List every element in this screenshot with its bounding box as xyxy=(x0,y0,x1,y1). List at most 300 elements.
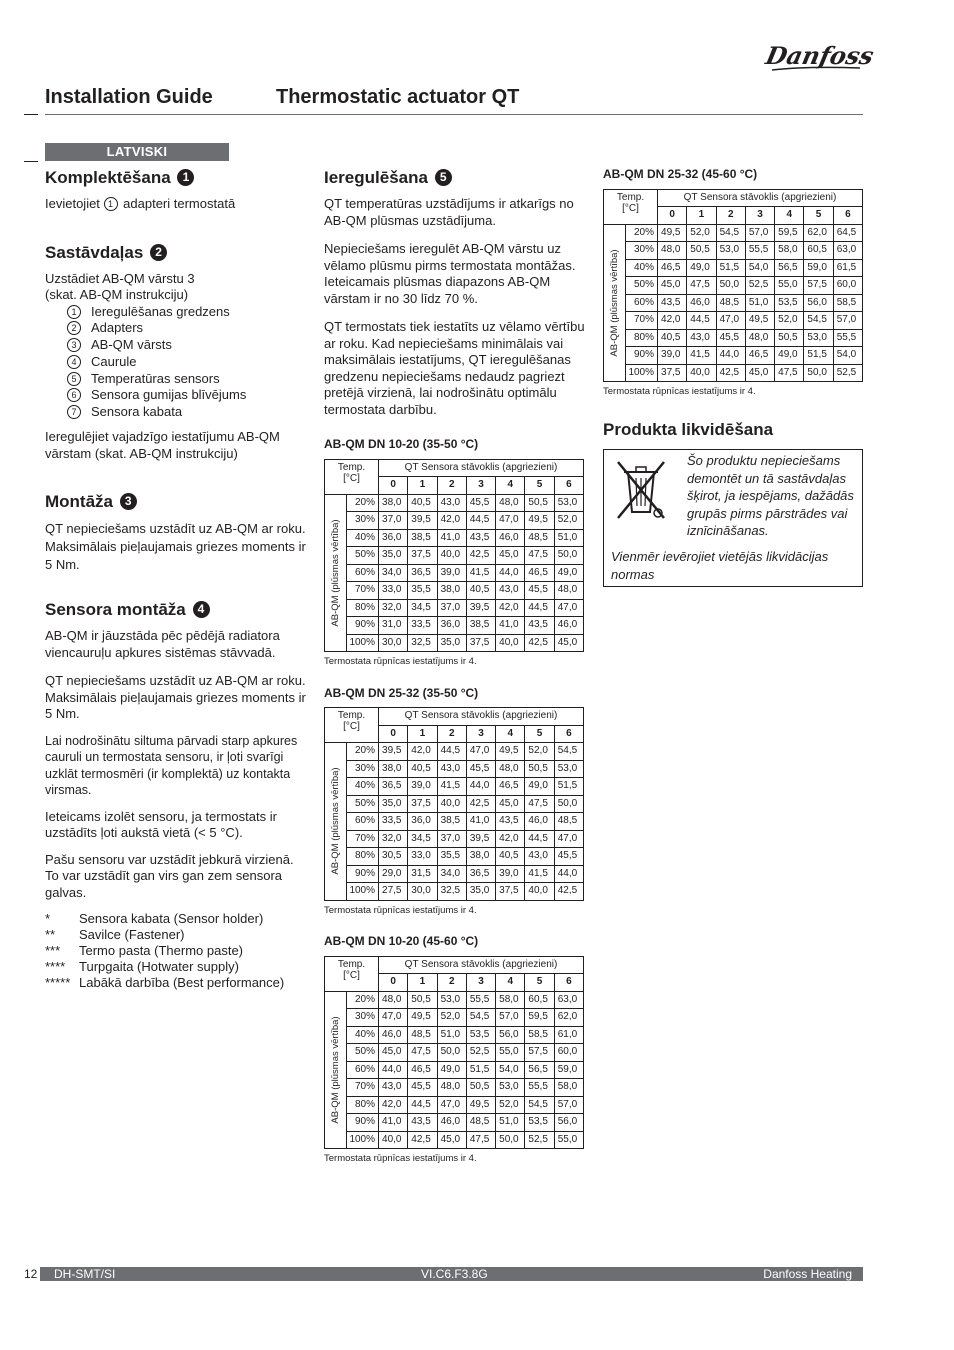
temperature-cell: 57,0 xyxy=(554,1096,583,1114)
position-header: 5 xyxy=(525,974,554,992)
part-number: 3 xyxy=(67,338,81,352)
settings-table xyxy=(324,707,584,901)
temperature-cell: 40,0 xyxy=(437,795,466,813)
flow-percent: 70% xyxy=(347,830,379,848)
temperature-cell: 58,0 xyxy=(496,991,525,1009)
temperature-cell: 30,5 xyxy=(379,848,408,866)
settings-table-block xyxy=(324,685,586,920)
temperature-cell: 47,5 xyxy=(466,1131,495,1149)
position-header: 0 xyxy=(379,477,408,495)
temperature-cell: 37,5 xyxy=(658,364,687,382)
temperature-cell: 35,0 xyxy=(379,547,408,565)
temperature-cell: 51,5 xyxy=(466,1061,495,1079)
footnote-mark: ***** xyxy=(45,975,71,991)
temperature-cell: 36,0 xyxy=(408,813,437,831)
temperature-cell: 41,5 xyxy=(687,347,716,365)
temperature-cell: 54,0 xyxy=(496,1061,525,1079)
table-footnote: Termostata rūpnīcas iestatījums ir 4. xyxy=(324,656,477,667)
flow-percent: 30% xyxy=(347,512,379,530)
temperature-cell: 44,0 xyxy=(554,865,583,883)
temperature-cell: 48,0 xyxy=(496,760,525,778)
temperature-cell: 55,5 xyxy=(466,991,495,1009)
temperature-cell: 47,5 xyxy=(408,1044,437,1062)
table-row xyxy=(325,512,584,530)
temperature-cell: 56,0 xyxy=(554,1114,583,1132)
temperature-cell: 47,5 xyxy=(687,277,716,295)
temperature-cell: 43,5 xyxy=(466,529,495,547)
settings-table-block xyxy=(603,166,865,401)
table-footnote: Termostata rūpnīcas iestatījums ir 4. xyxy=(324,904,477,916)
temperature-cell: 30,0 xyxy=(408,883,437,901)
temperature-cell: 40,5 xyxy=(496,848,525,866)
flow-percent: 40% xyxy=(347,778,379,796)
footnote-text: Sensora kabata (Sensor holder) xyxy=(79,911,264,927)
temperature-cell: 42,0 xyxy=(658,312,687,330)
temperature-cell: 43,0 xyxy=(687,329,716,347)
temperature-cell: 41,0 xyxy=(466,813,495,831)
position-header: 1 xyxy=(408,477,437,495)
temperature-cell: 42,5 xyxy=(466,795,495,813)
temperature-cell: 48,5 xyxy=(466,1114,495,1132)
temperature-cell: 52,5 xyxy=(466,1044,495,1062)
part-number: 2 xyxy=(67,321,81,335)
temperature-cell: 45,5 xyxy=(525,582,554,600)
temperature-cell: 42,0 xyxy=(496,830,525,848)
ieregulesana-p1: QT temperatūras uzstādījums ir atkarīgs no AB-QM plūsmas uzstādījuma. xyxy=(324,196,574,228)
flow-percent: 30% xyxy=(347,760,379,778)
table-row xyxy=(604,294,863,312)
temperature-cell: 44,5 xyxy=(525,830,554,848)
footnotes xyxy=(45,911,307,991)
temperature-cell: 45,0 xyxy=(437,1131,466,1149)
temperature-cell: 47,0 xyxy=(379,1009,408,1027)
tables-middle xyxy=(324,436,586,1168)
temperature-cell: 43,0 xyxy=(525,848,554,866)
flow-percent: 40% xyxy=(347,1026,379,1044)
page-number: 12 xyxy=(24,1267,40,1281)
table-row xyxy=(325,1079,584,1097)
footnote-mark: * xyxy=(45,911,51,927)
table-row xyxy=(325,617,584,635)
temperature-cell: 35,0 xyxy=(437,634,466,652)
part-label: Caurule xyxy=(91,353,137,369)
temperature-cell: 33,0 xyxy=(379,582,408,600)
temperature-cell: 37,0 xyxy=(437,599,466,617)
sensora-p3: Lai nodrošinātu siltuma pārvadi starp apkures cauruli un termostata sensoru, ir ļoti svarīgi uzklāt termosmēri (ir komplektā) uz kontakta virsmas. xyxy=(45,733,298,798)
temperature-cell: 49,5 xyxy=(466,1096,495,1114)
temperature-cell: 49,5 xyxy=(525,512,554,530)
parts-list-item xyxy=(67,304,307,321)
flow-percent: 50% xyxy=(347,795,379,813)
temperature-cell: 42,0 xyxy=(437,512,466,530)
temperature-cell: 50,5 xyxy=(408,991,437,1009)
temperature-cell: 42,5 xyxy=(554,883,583,901)
temperature-cell: 60,0 xyxy=(554,1044,583,1062)
temperature-cell: 45,0 xyxy=(658,277,687,295)
position-header: 5 xyxy=(525,477,554,495)
temperature-cell: 45,5 xyxy=(466,760,495,778)
temperature-cell: 38,0 xyxy=(437,582,466,600)
part-number: 4 xyxy=(67,355,81,369)
danfoss-logo xyxy=(763,38,877,74)
flow-percent: 50% xyxy=(347,1044,379,1062)
temperature-cell: 52,0 xyxy=(554,512,583,530)
temperature-cell: 42,5 xyxy=(716,364,745,382)
temperature-cell: 55,5 xyxy=(833,329,862,347)
flow-axis-label: AB-QM (plūsmas vērtība) xyxy=(325,743,347,901)
part-label: AB-QM vārsts xyxy=(91,337,172,353)
temperature-cell: 46,0 xyxy=(379,1026,408,1044)
table-row xyxy=(325,494,584,512)
temperature-cell: 55,0 xyxy=(554,1131,583,1149)
page-footer xyxy=(24,1267,863,1281)
flow-percent: 50% xyxy=(347,547,379,565)
temperature-cell: 47,5 xyxy=(525,795,554,813)
temperature-cell: 38,5 xyxy=(437,813,466,831)
temperature-cell: 47,0 xyxy=(466,743,495,761)
flow-percent: 30% xyxy=(626,242,658,260)
temperature-cell: 44,5 xyxy=(466,512,495,530)
temperature-cell: 59,5 xyxy=(525,1009,554,1027)
temp-header: Temp. [°C] xyxy=(325,708,379,743)
temperature-cell: 51,0 xyxy=(496,1114,525,1132)
temperature-cell: 40,5 xyxy=(658,329,687,347)
temperature-cell: 46,5 xyxy=(525,564,554,582)
temperature-cell: 45,0 xyxy=(379,1044,408,1062)
flow-percent: 90% xyxy=(347,1114,379,1132)
temperature-cell: 45,0 xyxy=(745,364,774,382)
temperature-cell: 51,5 xyxy=(716,259,745,277)
footnote-mark: **** xyxy=(45,959,66,975)
temperature-cell: 40,0 xyxy=(687,364,716,382)
flow-percent: 60% xyxy=(347,1061,379,1079)
flow-percent: 100% xyxy=(347,1131,379,1149)
flow-percent: 40% xyxy=(347,529,379,547)
temperature-cell: 29,0 xyxy=(379,865,408,883)
temperature-cell: 52,5 xyxy=(833,364,862,382)
temperature-cell: 50,0 xyxy=(554,795,583,813)
part-label: Adapters xyxy=(91,320,144,336)
column-middle xyxy=(324,168,586,1182)
temperature-cell: 36,5 xyxy=(408,564,437,582)
parts-list-item xyxy=(67,387,307,404)
temperature-cell: 39,5 xyxy=(466,599,495,617)
temperature-cell: 32,0 xyxy=(379,599,408,617)
temperature-cell: 35,0 xyxy=(379,795,408,813)
section-title-sastavdalas: Sastāvdaļas 2 xyxy=(45,243,307,263)
table-row xyxy=(325,582,584,600)
position-header: 4 xyxy=(496,974,525,992)
table-row xyxy=(325,1026,584,1044)
temperature-cell: 50,5 xyxy=(525,760,554,778)
temperature-cell: 62,0 xyxy=(554,1009,583,1027)
temperature-cell: 44,5 xyxy=(687,312,716,330)
temperature-cell: 41,5 xyxy=(525,865,554,883)
temperature-cell: 41,0 xyxy=(437,529,466,547)
flow-percent: 100% xyxy=(347,883,379,901)
temperature-cell: 48,5 xyxy=(525,529,554,547)
temperature-cell: 37,5 xyxy=(408,795,437,813)
temperature-cell: 34,0 xyxy=(437,865,466,883)
temperature-cell: 62,0 xyxy=(804,224,833,242)
position-header: 4 xyxy=(496,725,525,743)
temperature-cell: 53,0 xyxy=(496,1079,525,1097)
temperature-cell: 44,5 xyxy=(525,599,554,617)
table-row xyxy=(325,1114,584,1132)
temperature-cell: 32,5 xyxy=(437,883,466,901)
table-caption: AB-QM DN 10-20 (45-60 °C) xyxy=(324,934,479,948)
temperature-cell: 48,5 xyxy=(554,813,583,831)
temperature-cell: 45,0 xyxy=(496,547,525,565)
parts-list-item xyxy=(67,404,307,421)
ieregulesana-p2: Nepieciešams ieregulēt AB-QM vārstu uz vēlamo plūsmu pirms termostata montāžas. Ieteicamais plūsmas diapazons AB-QM vārstam ir no 30 līdz 70 %. xyxy=(324,241,576,306)
temperature-cell: 53,5 xyxy=(466,1026,495,1044)
position-header: 4 xyxy=(775,207,804,225)
temperature-cell: 40,0 xyxy=(496,634,525,652)
table-row xyxy=(604,277,863,295)
temperature-cell: 39,0 xyxy=(496,865,525,883)
flow-percent: 80% xyxy=(347,599,379,617)
table-row xyxy=(604,242,863,260)
temp-header: Temp. [°C] xyxy=(604,189,658,224)
flow-percent: 90% xyxy=(347,617,379,635)
temperature-cell: 57,0 xyxy=(745,224,774,242)
sastavdalas-line1: Uzstādiet AB-QM vārstu 3 xyxy=(45,270,195,286)
temperature-cell: 39,0 xyxy=(437,564,466,582)
temperature-cell: 37,5 xyxy=(466,634,495,652)
temperature-cell: 53,0 xyxy=(554,494,583,512)
temperature-cell: 53,5 xyxy=(525,1114,554,1132)
temperature-cell: 50,5 xyxy=(466,1079,495,1097)
table-row xyxy=(604,224,863,242)
temperature-cell: 44,5 xyxy=(408,1096,437,1114)
sensor-position-header: QT Sensora stāvoklis (apgriezieni) xyxy=(379,459,584,477)
position-header: 5 xyxy=(525,725,554,743)
temperature-cell: 47,0 xyxy=(554,599,583,617)
temperature-cell: 59,0 xyxy=(804,259,833,277)
temperature-cell: 50,0 xyxy=(804,364,833,382)
part-label: Sensora gumijas blīvējums xyxy=(91,387,247,403)
temperature-cell: 51,0 xyxy=(745,294,774,312)
sensora-p1: AB-QM ir jāuzstāda pēc pēdējā radiatora viencauruļu apkures sistēmas stāvvadā. xyxy=(45,628,280,660)
footer-company: Danfoss Heating xyxy=(763,1267,852,1281)
temperature-cell: 46,5 xyxy=(496,778,525,796)
table-row xyxy=(325,778,584,796)
sensor-position-header: QT Sensora stāvoklis (apgriezieni) xyxy=(379,708,584,726)
temperature-cell: 45,5 xyxy=(408,1079,437,1097)
table-row xyxy=(604,347,863,365)
part-label: Temperatūras sensors xyxy=(91,370,220,386)
temperature-cell: 39,0 xyxy=(658,347,687,365)
temperature-cell: 42,5 xyxy=(408,1131,437,1149)
temperature-cell: 41,5 xyxy=(437,778,466,796)
table-row xyxy=(325,1061,584,1079)
flow-percent: 80% xyxy=(347,1096,379,1114)
temperature-cell: 48,0 xyxy=(745,329,774,347)
temperature-cell: 47,0 xyxy=(716,312,745,330)
temp-header: Temp. [°C] xyxy=(325,956,379,991)
temperature-cell: 39,5 xyxy=(408,512,437,530)
temperature-cell: 43,0 xyxy=(496,582,525,600)
section-title-montaza: Montāža 3 xyxy=(45,492,307,512)
flow-percent: 20% xyxy=(347,494,379,512)
temperature-cell: 32,5 xyxy=(408,634,437,652)
part-number: 7 xyxy=(67,405,81,419)
flow-percent: 60% xyxy=(626,294,658,312)
flow-axis-label: AB-QM (plūsmas vērtība) xyxy=(325,991,347,1149)
settings-table xyxy=(324,956,584,1150)
temperature-cell: 48,0 xyxy=(437,1079,466,1097)
temperature-cell: 37,5 xyxy=(496,883,525,901)
temperature-cell: 57,5 xyxy=(804,277,833,295)
sensora-p5: Pašu sensoru var uzstādīt jebkurā virzienā. To var uzstādīt gan virs gan zem sensora galvas. xyxy=(45,851,294,900)
temperature-cell: 56,5 xyxy=(525,1061,554,1079)
svg-text:Danfoss: Danfoss xyxy=(763,41,877,70)
temperature-cell: 48,0 xyxy=(554,582,583,600)
temperature-cell: 49,0 xyxy=(687,259,716,277)
temperature-cell: 47,5 xyxy=(775,364,804,382)
temperature-cell: 44,0 xyxy=(716,347,745,365)
table-row xyxy=(604,312,863,330)
temperature-cell: 57,0 xyxy=(833,312,862,330)
temperature-cell: 58,5 xyxy=(525,1026,554,1044)
temperature-cell: 46,0 xyxy=(525,813,554,831)
temperature-cell: 47,0 xyxy=(554,830,583,848)
temperature-cell: 54,5 xyxy=(804,312,833,330)
temperature-cell: 57,0 xyxy=(496,1009,525,1027)
temperature-cell: 47,5 xyxy=(525,547,554,565)
temperature-cell: 60,5 xyxy=(525,991,554,1009)
temperature-cell: 54,5 xyxy=(716,224,745,242)
temperature-cell: 64,5 xyxy=(833,224,862,242)
table-row xyxy=(325,1044,584,1062)
tables-right xyxy=(603,166,865,401)
temperature-cell: 43,0 xyxy=(379,1079,408,1097)
temperature-cell: 49,5 xyxy=(658,224,687,242)
parts-list-item xyxy=(67,371,307,388)
temperature-cell: 50,5 xyxy=(775,329,804,347)
position-header: 4 xyxy=(496,477,525,495)
temperature-cell: 50,0 xyxy=(554,547,583,565)
position-header: 3 xyxy=(466,725,495,743)
temperature-cell: 27,5 xyxy=(379,883,408,901)
temperature-cell: 60,5 xyxy=(804,242,833,260)
sastavdalas-line2: (skat. AB-QM instrukciju) xyxy=(45,287,189,302)
temperature-cell: 55,0 xyxy=(775,277,804,295)
flow-percent: 60% xyxy=(347,564,379,582)
temperature-cell: 38,0 xyxy=(379,760,408,778)
table-row xyxy=(604,364,863,382)
temperature-cell: 45,0 xyxy=(496,795,525,813)
temperature-cell: 35,5 xyxy=(437,848,466,866)
settings-table-block xyxy=(324,436,586,671)
temperature-cell: 61,0 xyxy=(554,1026,583,1044)
footnote-item xyxy=(45,975,307,991)
flow-percent: 70% xyxy=(626,312,658,330)
temperature-cell: 35,0 xyxy=(466,883,495,901)
temperature-cell: 49,0 xyxy=(525,778,554,796)
temperature-cell: 31,5 xyxy=(408,865,437,883)
flow-percent: 80% xyxy=(347,848,379,866)
position-header: 2 xyxy=(437,477,466,495)
temperature-cell: 46,5 xyxy=(408,1061,437,1079)
table-row xyxy=(325,1096,584,1114)
temperature-cell: 41,0 xyxy=(496,617,525,635)
temperature-cell: 49,5 xyxy=(496,743,525,761)
temperature-cell: 40,0 xyxy=(525,883,554,901)
footnote-mark: ** xyxy=(45,927,56,943)
temperature-cell: 33,5 xyxy=(408,617,437,635)
table-caption: AB-QM DN 10-20 (35-50 °C) xyxy=(324,437,479,451)
temperature-cell: 63,0 xyxy=(833,242,862,260)
footnote-item xyxy=(45,911,307,927)
temperature-cell: 39,0 xyxy=(408,778,437,796)
column-left xyxy=(45,168,307,991)
temperature-cell: 45,5 xyxy=(466,494,495,512)
temperature-cell: 51,0 xyxy=(554,529,583,547)
column-right xyxy=(603,166,865,439)
position-header: 0 xyxy=(379,725,408,743)
table-row xyxy=(325,830,584,848)
temperature-cell: 41,0 xyxy=(379,1114,408,1132)
parts-list-item xyxy=(67,320,307,337)
temperature-cell: 50,5 xyxy=(525,494,554,512)
temperature-cell: 52,0 xyxy=(687,224,716,242)
position-header: 0 xyxy=(658,207,687,225)
parts-list xyxy=(67,304,307,422)
table-row xyxy=(325,1009,584,1027)
disposal-text: Šo produktu nepieciešams demontēt un tā sastāvdaļas šķirot, ja iespējams, dažādās grupās pirms pārstrādes vai iznīcināšanas. xyxy=(687,453,854,538)
flow-percent: 70% xyxy=(347,582,379,600)
temperature-cell: 42,0 xyxy=(496,599,525,617)
part-number: 6 xyxy=(67,388,81,402)
temperature-cell: 48,5 xyxy=(716,294,745,312)
temperature-cell: 53,0 xyxy=(716,242,745,260)
temperature-cell: 51,5 xyxy=(554,778,583,796)
position-header: 3 xyxy=(466,974,495,992)
temperature-cell: 46,0 xyxy=(554,617,583,635)
temperature-cell: 42,0 xyxy=(379,1096,408,1114)
temperature-cell: 53,0 xyxy=(554,760,583,778)
flow-percent: 50% xyxy=(626,277,658,295)
temperature-cell: 42,5 xyxy=(525,634,554,652)
temperature-cell: 53,0 xyxy=(804,329,833,347)
temperature-cell: 44,0 xyxy=(496,564,525,582)
part-label: Sensora kabata xyxy=(91,404,183,420)
temperature-cell: 48,0 xyxy=(658,242,687,260)
flow-percent: 80% xyxy=(626,329,658,347)
temperature-cell: 52,5 xyxy=(525,1131,554,1149)
part-label: Ieregulēšanas gredzens xyxy=(91,303,230,319)
sensor-position-header: QT Sensora stāvoklis (apgriezieni) xyxy=(658,189,863,207)
komplektesana-text: Ievietojiet 1 adapteri termostatā xyxy=(45,196,236,211)
sensor-position-header: QT Sensora stāvoklis (apgriezieni) xyxy=(379,956,584,974)
temperature-cell: 55,5 xyxy=(745,242,774,260)
flow-axis-label: AB-QM (plūsmas vērtība) xyxy=(604,224,626,382)
temperature-cell: 46,0 xyxy=(687,294,716,312)
table-row xyxy=(325,743,584,761)
parts-list-item xyxy=(67,354,307,371)
margin-tick xyxy=(24,161,38,162)
temperature-cell: 37,0 xyxy=(437,830,466,848)
temperature-cell: 33,0 xyxy=(408,848,437,866)
temperature-cell: 42,0 xyxy=(408,743,437,761)
temperature-cell: 42,5 xyxy=(466,547,495,565)
footnote-text: Savilce (Fastener) xyxy=(79,927,185,943)
footer-ref-code: VI.C6.F3.8G xyxy=(421,1267,488,1281)
temperature-cell: 52,0 xyxy=(496,1096,525,1114)
temperature-cell: 60,0 xyxy=(833,277,862,295)
